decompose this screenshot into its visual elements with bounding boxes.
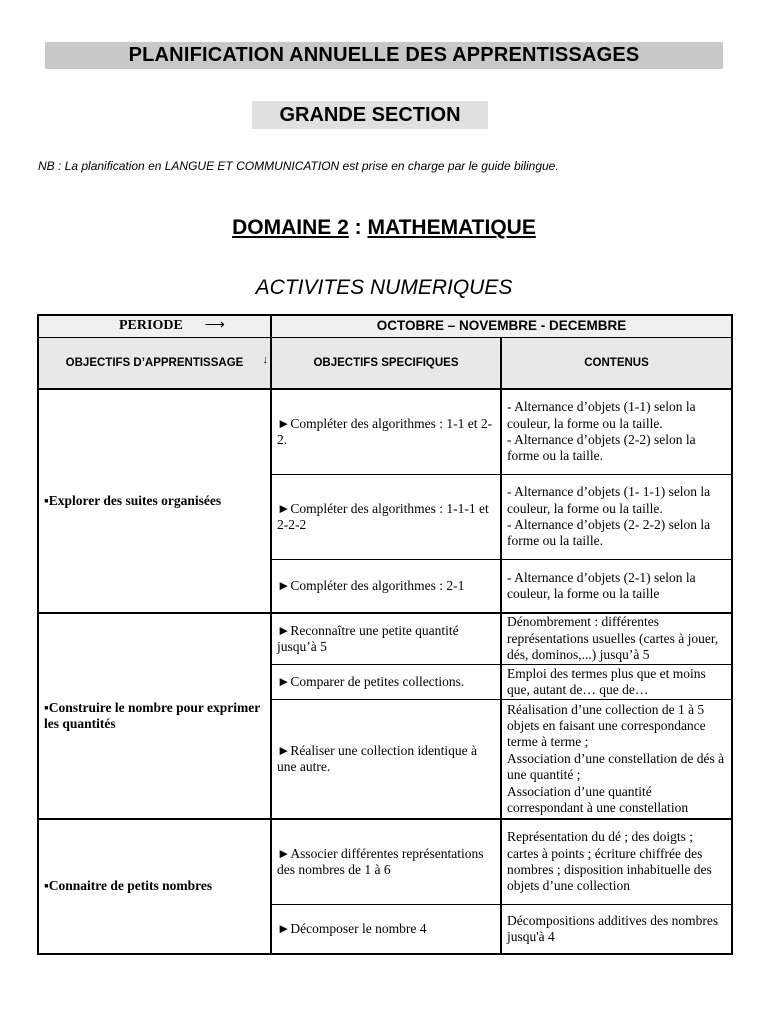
column-header-objectifs (38, 338, 271, 390)
column-header-contenus: CONTENUS (501, 338, 732, 390)
content-cell: Réalisation d’une collection de 1 à 5 objets en faisant une correspondance terme à terme ; Association d’une constellation de dés à une quantité ; Association d’une quantité correspondant à une constellation (501, 700, 732, 820)
planning-table (37, 314, 733, 955)
period-months: OCTOBRE – NOVEMBRE - DECEMBRE (271, 315, 732, 338)
specific-cell: ►Réaliser une collection identique à une autre. (271, 700, 501, 820)
content-cell: - Alternance d’objets (1- 1-1) selon la couleur, la forme ou la taille. - Alternance d’objets (2- 2-2) selon la forme ou la taille. (501, 475, 732, 560)
activities-heading: ACTIVITES NUMERIQUES (255, 276, 513, 299)
domain-separator: : (348, 216, 368, 239)
specific-cell: ►Comparer de petites collections. (271, 665, 501, 700)
content-cell: - Alternance d’objets (2-1) selon la couleur, la forme ou la taille (501, 560, 732, 614)
page-title: PLANIFICATION ANNUELLE DES APPRENTISSAGES (45, 42, 723, 69)
domain-label: DOMAINE 2 (232, 216, 349, 239)
period-row (38, 315, 732, 338)
domain-heading (0, 216, 768, 240)
period-cell (38, 315, 271, 338)
column-header-row (38, 338, 732, 390)
domain-name: MATHEMATIQUE (367, 216, 536, 239)
specific-cell: ►Compléter des algorithmes : 1-1-1 et 2-2-2 (271, 475, 501, 560)
column-header-specifiques: OBJECTIFS SPECIFIQUES (271, 338, 501, 390)
period-label: PERIODE (119, 318, 183, 334)
note: NB : La planification en LANGUE ET COMMUNICATION est prise en charge par le guide bilingue. (38, 159, 559, 173)
specific-cell: ►Reconnaître une petite quantité jusqu’à 5 (271, 613, 501, 665)
objective-cell: ▪Connaitre de petits nombres (38, 819, 271, 954)
specific-cell: ►Décomposer le nombre 4 (271, 905, 501, 955)
table-row (38, 819, 732, 905)
content-cell: Décompositions additives des nombres jusqu'à 4 (501, 905, 732, 955)
objective-cell: ▪Explorer des suites organisées (38, 389, 271, 613)
section-title: GRANDE SECTION (252, 101, 488, 129)
specific-cell: ►Compléter des algorithmes : 1-1 et 2-2. (271, 389, 501, 475)
content-cell: - Alternance d’objets (1-1) selon la couleur, la forme ou la taille. - Alternance d’objets (2-2) selon la forme ou la taille. (501, 389, 732, 475)
arrow-right-icon: ⟶ (204, 318, 225, 334)
specific-cell: ►Associer différentes représentations des nombres de 1 à 6 (271, 819, 501, 905)
arrow-down-icon: ↓ (262, 354, 268, 366)
table-row (38, 613, 732, 665)
table-row (38, 389, 732, 475)
objective-cell: ▪Construire le nombre pour exprimer les quantités (38, 613, 271, 819)
content-cell: Dénombrement : différentes représentations usuelles (cartes à jouer, dés, dominos,...) jusqu’à 5 (501, 613, 732, 665)
specific-cell: ►Compléter des algorithmes : 2-1 (271, 560, 501, 614)
content-cell: Emploi des termes plus que et moins que, autant de… que de… (501, 665, 732, 700)
column-header-objectifs-label: OBJECTIFS D’APPRENTISSAGE (65, 356, 244, 369)
content-cell: Représentation du dé ; des doigts ; cartes à points ; écriture chiffrée des nombres ; disposition inhabituelle des objets d’une collection (501, 819, 732, 905)
